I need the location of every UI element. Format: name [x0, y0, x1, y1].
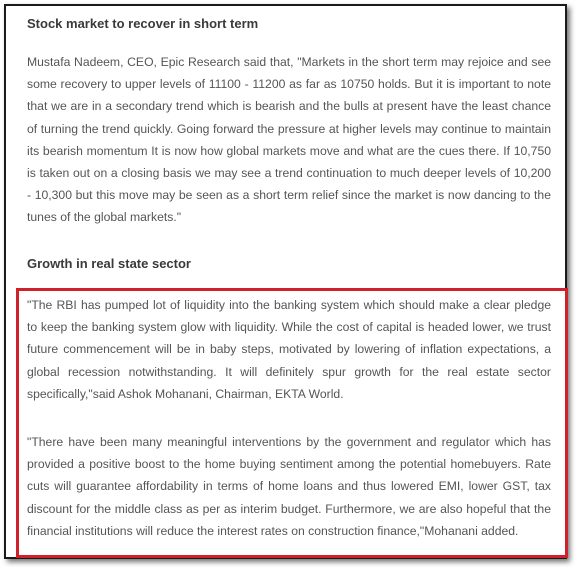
paragraph-rbi-liquidity-quote: "The RBI has pumped lot of liquidity into the banking system which should make a clear pledge to keep the banking system glow with liquidity. While the cost of capital is headed lower, we trust future commencement will be in baby steps, motivated by lowering of inflation expectations, a global recession notwithstanding. It will definitely spur growth for the real estate sector specifically,"said Ashok Mohanani, Chairman, EKTA World. [27, 298, 551, 401]
paragraph-government-interventions-quote: "There have been many meaningful interventions by the government and regulator which has provided a positive boost to the home buying sentiment among the potential homebuyers. Rate cuts will guarantee affordability in terms of home loans and thus lowered EMI, lower GST, tax discount for the middle class as per as interim budget. Furthermore, we are also hopeful that the financial institutions will reduce the interest rates on construction finance,"Mohanani added. [27, 435, 551, 538]
article-frame [4, 4, 567, 559]
section-heading-real-estate: Growth in real state sector [27, 256, 191, 271]
paragraph-epic-research-quote: Mustafa Nadeem, CEO, Epic Research said that, "Markets in the short term may rejoice and see some recovery to upper levels of 11100 - 11200 as far as 10750 holds. But it is important to note that we are in a secondary trend which is bearish and the bulls at present have the least chance of turning the trend quickly. Going forward the pressure at higher levels may continue to maintain its bearish momentum It is now how global markets move and what are the cues there. If 10,750 is taken out on a closing basis we may see a trend continuation to much deeper levels of 10,200 - 10,300 but this move may be seen as a short term relief since the market is now dancing to the tunes of the global markets." [27, 55, 551, 225]
section-heading-stock-market: Stock market to recover in short term [27, 16, 259, 31]
